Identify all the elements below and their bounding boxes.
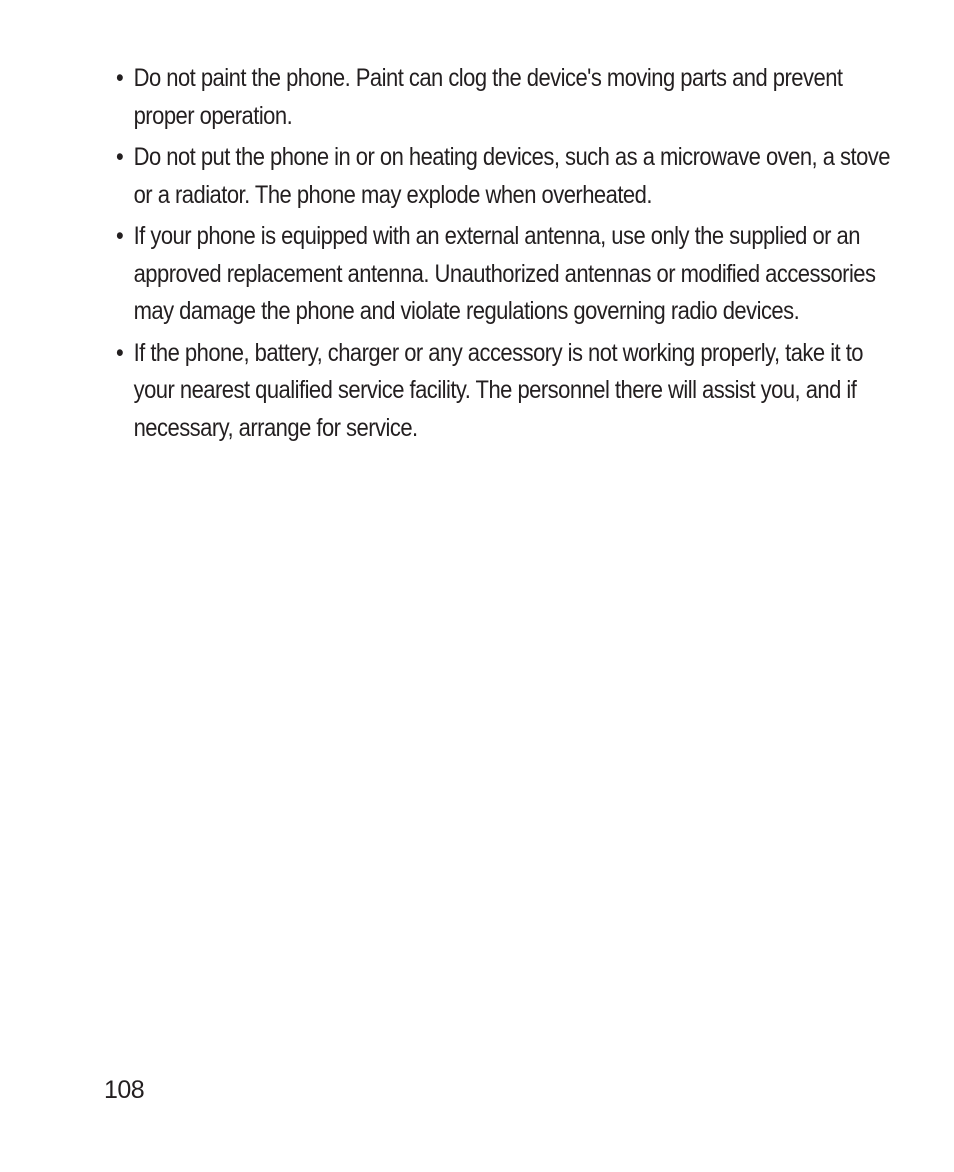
list-item — [116, 335, 892, 448]
bullet-icon: • — [116, 222, 124, 250]
bullet-icon: • — [116, 64, 124, 92]
page-content — [116, 60, 890, 451]
bullet-icon: • — [116, 338, 124, 367]
list-item — [116, 139, 892, 214]
safety-bullet-list — [116, 60, 890, 447]
bullet-text: If the phone, battery, charger or any accessory is not working properly, take it to your nearest qualified service facility. The personnel there will assist you, and if necessary, arrange for service. — [133, 338, 864, 442]
bullet-text: Do not paint the phone. Paint can clog the device's moving parts and prevent proper operation. — [133, 64, 843, 130]
list-item — [116, 218, 892, 331]
bullet-icon: • — [116, 143, 124, 171]
bullet-text: Do not put the phone in or on heating devices, such as a microwave oven, a stove or a radiator. The phone may explode when overheated. — [133, 143, 890, 209]
page-number: 108 — [104, 1076, 145, 1104]
list-item — [116, 60, 892, 135]
bullet-text: If your phone is equipped with an external antenna, use only the supplied or an approved replacement antenna. Unauthorized antennas or modified accessories may damage the phone and violate regulations governing radio devices. — [133, 222, 876, 325]
